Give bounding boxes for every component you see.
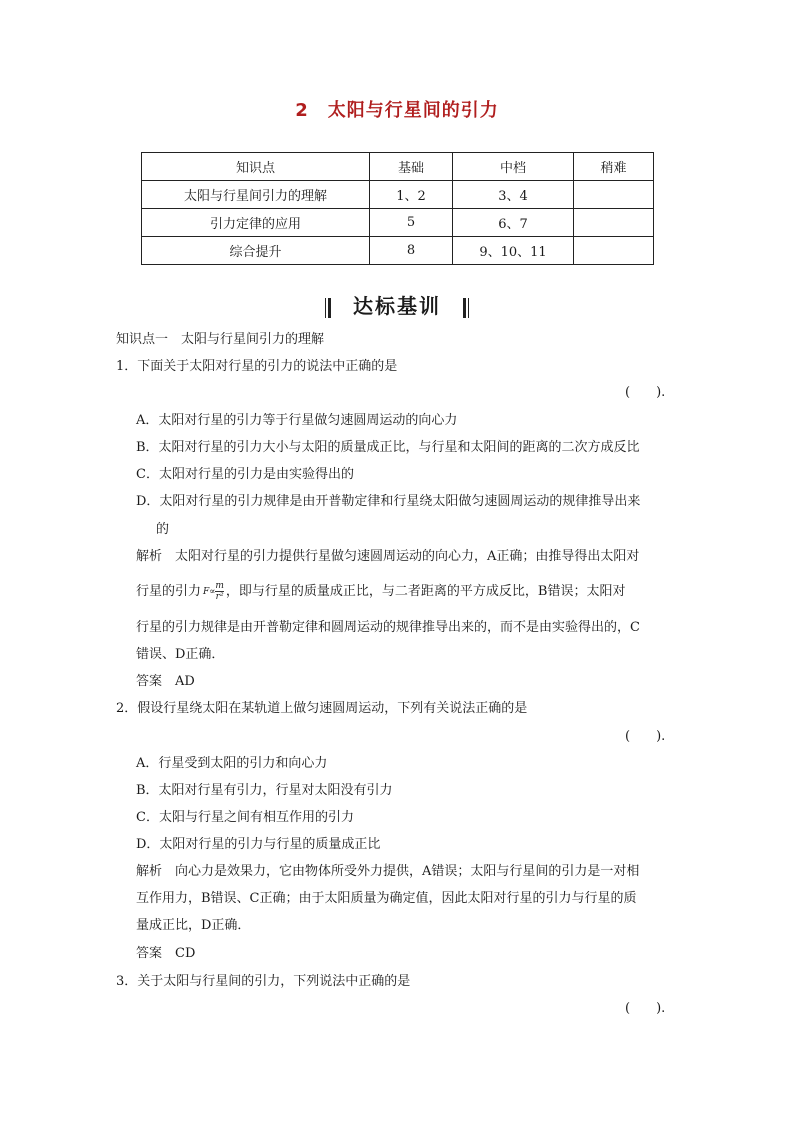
formula-denominator: r² — [215, 592, 224, 602]
question-2-option-b: B．太阳对行星有引力，行星对太阳没有引力 — [136, 783, 393, 798]
heading-bar-left-thin — [325, 298, 326, 318]
formula-lhs: F∝ — [203, 586, 216, 597]
question-1-option-a: A．太阳对行星的引力等于行星做匀速圆周运动的向心力 — [136, 413, 458, 428]
formula-numerator: m — [215, 581, 224, 591]
question-3-stem: 3．关于太阳与行星间的引力，下列说法中正确的是 — [116, 974, 411, 989]
question-1-option-d-continued: 的 — [156, 522, 170, 537]
question-2-answer-blank: ( ). — [625, 729, 666, 744]
heading-bar-left — [328, 298, 331, 318]
table-row — [142, 237, 654, 265]
question-2-analysis-line-2: 互作用力，B错误、C正确；由于太阳质量为确定值，因此太阳对行星的引力与行星的质 — [136, 891, 637, 906]
table-cell — [574, 181, 654, 209]
table-header-cell: 中档 — [453, 153, 574, 181]
table-header-cell: 基础 — [370, 153, 453, 181]
table-cell: 9、10、11 — [453, 237, 574, 265]
table-row — [142, 209, 654, 237]
question-1-answer-blank: ( ). — [625, 385, 666, 400]
question-1-analysis-line-1: 解析 太阳对行星的引力提供行星做匀速圆周运动的向心力，A正确；由推导得出太阳对 — [136, 549, 640, 564]
table-row — [142, 181, 654, 209]
table-cell: 5 — [370, 209, 453, 237]
table-header-cell: 知识点 — [142, 153, 370, 181]
heading-bar-right — [463, 298, 466, 318]
table-header-row — [142, 153, 654, 181]
question-2-option-a: A．行星受到太阳的引力和向心力 — [136, 756, 328, 771]
question-3-answer-blank: ( ). — [625, 1001, 666, 1016]
question-1-analysis-line-3: 行星的引力规律是由开普勒定律和圆周运动的规律推导出来的，而不是由实验得出的，C — [136, 620, 640, 635]
question-2-analysis-line-1: 解析 向心力是效果力，它由物体所受外力提供，A错误；太阳与行星间的引力是一对相 — [136, 864, 640, 879]
question-1-analysis-line-4: 错误、D正确． — [136, 647, 225, 662]
knowledge-point-heading: 知识点一 太阳与行星间引力的理解 — [116, 332, 325, 347]
table-header-cell: 稍难 — [574, 153, 654, 181]
table-cell — [574, 237, 654, 265]
analysis-text: ，即与行星的质量成正比，与二者距离的平方成反比，B错误；太阳对 — [225, 584, 626, 599]
proportionality-formula — [203, 581, 224, 602]
question-1-option-b: B．太阳对行星的引力大小与太阳的质量成正比，与行星和太阳间的距离的二次方成反比 — [136, 440, 640, 455]
question-1-option-d: D．太阳对行星的引力规律是由开普勒定律和行星绕太阳做匀速圆周运动的规律推导出来 — [136, 494, 641, 509]
question-1-stem: 1．下面关于太阳对行星的引力的说法中正确的是 — [116, 359, 398, 374]
table-cell: 3、4 — [453, 181, 574, 209]
table-cell: 太阳与行星间引力的理解 — [142, 181, 370, 209]
question-2-option-c: C．太阳与行星之间有相互作用的引力 — [136, 810, 354, 825]
section-heading — [0, 290, 794, 319]
page-title: 2 太阳与行星间的引力 — [295, 100, 499, 121]
analysis-text: 行星的引力 — [136, 584, 202, 599]
question-2-option-d: D．太阳对行星的引力与行星的质量成正比 — [136, 837, 381, 852]
question-2-analysis-line-3: 量成正比，D正确． — [136, 918, 251, 933]
table-cell: 1、2 — [370, 181, 453, 209]
question-1-analysis-line-2 — [136, 580, 625, 602]
question-2-answer: 答案 CD — [136, 946, 196, 961]
table-cell: 8 — [370, 237, 453, 265]
question-2-stem: 2．假设行星绕太阳在某轨道上做匀速圆周运动，下列有关说法正确的是 — [116, 701, 528, 716]
question-1-option-c: C．太阳对行星的引力是由实验得出的 — [136, 467, 354, 482]
heading-bar-right-thin — [468, 298, 469, 318]
table-cell — [574, 209, 654, 237]
knowledge-point-table — [141, 152, 654, 265]
question-1-answer: 答案 AD — [136, 674, 195, 689]
table-cell: 6、7 — [453, 209, 574, 237]
table-cell: 综合提升 — [142, 237, 370, 265]
section-heading-text: 达标基训 — [353, 294, 441, 318]
table-cell: 引力定律的应用 — [142, 209, 370, 237]
